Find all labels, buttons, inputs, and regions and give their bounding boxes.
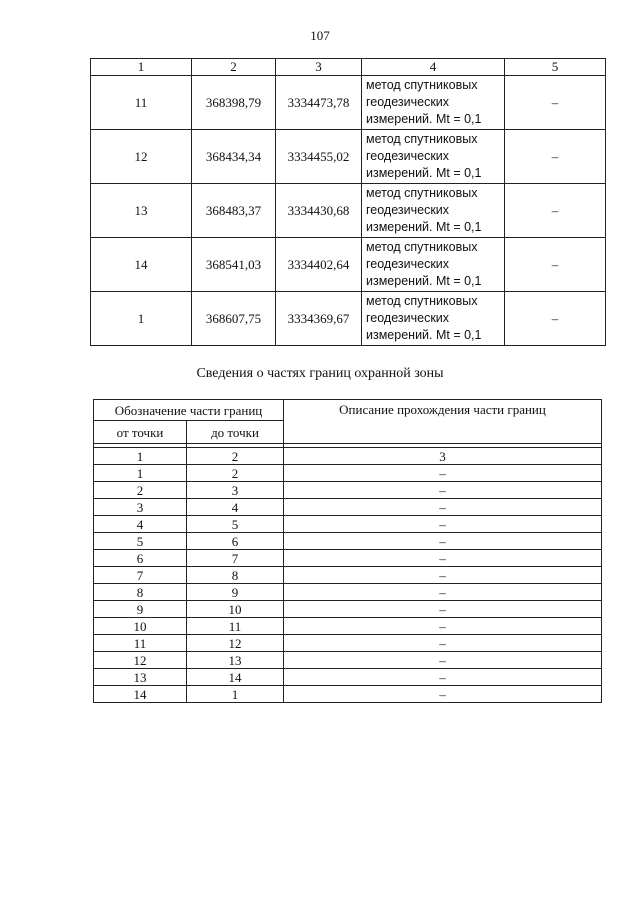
description: – xyxy=(284,499,602,516)
from-point: 3 xyxy=(94,499,187,516)
to-point: 11 xyxy=(187,618,284,635)
column-index: 2 xyxy=(192,59,276,76)
from-point: 8 xyxy=(94,584,187,601)
description: – xyxy=(284,618,602,635)
y-coordinate: 3334473,78 xyxy=(276,76,362,130)
to-point: 6 xyxy=(187,533,284,550)
from-point: 1 xyxy=(94,465,187,482)
table-row xyxy=(94,567,602,584)
description: – xyxy=(284,686,602,703)
table-row xyxy=(94,652,602,669)
method-text: метод спутниковых геодезических измерений. Mt = 0,1 xyxy=(366,132,482,180)
to-point: 4 xyxy=(187,499,284,516)
method-text: метод спутниковых геодезических измерений. Mt = 0,1 xyxy=(366,186,482,234)
from-point: 5 xyxy=(94,533,187,550)
x-coordinate: 368541,03 xyxy=(192,238,276,292)
boundary-parts-table xyxy=(93,399,602,703)
method-text: метод спутниковых геодезических измерений. Mt = 0,1 xyxy=(366,240,482,288)
coordinates-table xyxy=(90,58,606,346)
note: – xyxy=(505,130,606,184)
table-row xyxy=(91,238,606,292)
table-row xyxy=(94,669,602,686)
to-point: 12 xyxy=(187,635,284,652)
method-description xyxy=(362,76,505,130)
from-point: 10 xyxy=(94,618,187,635)
description: – xyxy=(284,533,602,550)
description: – xyxy=(284,550,602,567)
table-row xyxy=(94,482,602,499)
table-row xyxy=(94,499,602,516)
x-coordinate: 368434,34 xyxy=(192,130,276,184)
column-index: 1 xyxy=(91,59,192,76)
from-point: 2 xyxy=(94,482,187,499)
column-index: 4 xyxy=(362,59,505,76)
x-coordinate: 368483,37 xyxy=(192,184,276,238)
x-coordinate: 368398,79 xyxy=(192,76,276,130)
table-row xyxy=(94,533,602,550)
note: – xyxy=(505,184,606,238)
table-row xyxy=(94,465,602,482)
header-description: Описание прохождения части границ xyxy=(284,400,602,444)
x-coordinate: 368607,75 xyxy=(192,292,276,346)
description: – xyxy=(284,584,602,601)
point-number: 11 xyxy=(91,76,192,130)
from-point: 9 xyxy=(94,601,187,618)
column-index: 1 xyxy=(94,448,187,465)
description: – xyxy=(284,567,602,584)
to-point: 14 xyxy=(187,669,284,686)
description: – xyxy=(284,635,602,652)
description: – xyxy=(284,465,602,482)
table-row xyxy=(94,635,602,652)
table-row xyxy=(94,618,602,635)
method-text: метод спутниковых геодезических измерений. Mt = 0,1 xyxy=(366,78,482,126)
description: – xyxy=(284,601,602,618)
header-to-point: до точки xyxy=(187,421,284,444)
description: – xyxy=(284,482,602,499)
note: – xyxy=(505,76,606,130)
table-row xyxy=(91,292,606,346)
method-description xyxy=(362,292,505,346)
from-point: 11 xyxy=(94,635,187,652)
header-from-point: от точки xyxy=(94,421,187,444)
table-row xyxy=(94,550,602,567)
point-number: 12 xyxy=(91,130,192,184)
column-index-row xyxy=(91,59,606,76)
method-description xyxy=(362,184,505,238)
point-number: 13 xyxy=(91,184,192,238)
description: – xyxy=(284,652,602,669)
method-text: метод спутниковых геодезических измерений. Mt = 0,1 xyxy=(366,294,482,342)
to-point: 2 xyxy=(187,465,284,482)
table-row xyxy=(91,130,606,184)
from-point: 6 xyxy=(94,550,187,567)
y-coordinate: 3334455,02 xyxy=(276,130,362,184)
to-point: 3 xyxy=(187,482,284,499)
column-index: 3 xyxy=(276,59,362,76)
from-point: 4 xyxy=(94,516,187,533)
table-row xyxy=(94,516,602,533)
to-point: 10 xyxy=(187,601,284,618)
header-boundary-designation: Обозначение части границ xyxy=(94,400,284,421)
to-point: 1 xyxy=(187,686,284,703)
from-point: 14 xyxy=(94,686,187,703)
column-index-row xyxy=(94,448,602,465)
page-number: 107 xyxy=(310,28,330,43)
y-coordinate: 3334402,64 xyxy=(276,238,362,292)
table-row xyxy=(94,686,602,703)
method-description xyxy=(362,130,505,184)
point-number: 1 xyxy=(91,292,192,346)
description: – xyxy=(284,516,602,533)
method-description xyxy=(362,238,505,292)
to-point: 13 xyxy=(187,652,284,669)
to-point: 8 xyxy=(187,567,284,584)
table-row xyxy=(91,184,606,238)
to-point: 9 xyxy=(187,584,284,601)
from-point: 12 xyxy=(94,652,187,669)
table-row xyxy=(94,584,602,601)
to-point: 7 xyxy=(187,550,284,567)
column-index: 3 xyxy=(284,448,602,465)
section-title: Сведения о частях границ охранной зоны xyxy=(196,366,444,381)
table-row xyxy=(94,601,602,618)
note: – xyxy=(505,238,606,292)
point-number: 14 xyxy=(91,238,192,292)
description: – xyxy=(284,669,602,686)
to-point: 5 xyxy=(187,516,284,533)
from-point: 7 xyxy=(94,567,187,584)
column-index: 2 xyxy=(187,448,284,465)
note: – xyxy=(505,292,606,346)
from-point: 13 xyxy=(94,669,187,686)
y-coordinate: 3334430,68 xyxy=(276,184,362,238)
y-coordinate: 3334369,67 xyxy=(276,292,362,346)
column-index: 5 xyxy=(505,59,606,76)
table-row xyxy=(91,76,606,130)
